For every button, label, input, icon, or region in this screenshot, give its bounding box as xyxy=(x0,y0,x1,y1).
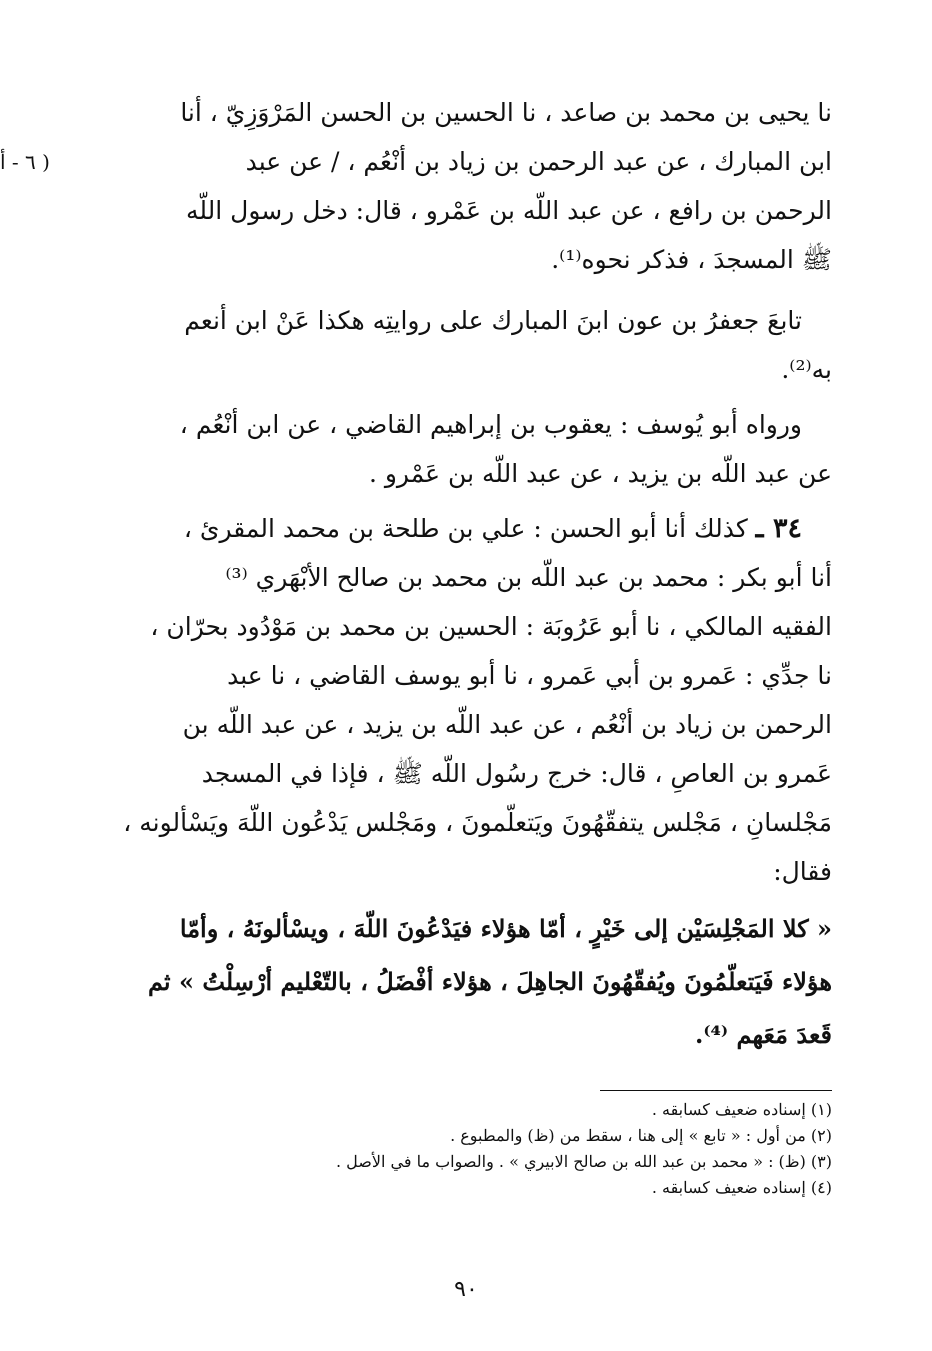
page-number: ٩٠ xyxy=(454,1277,478,1302)
text-line: ورواه أبو يُوسف : يعقوب بن إبراهيم القاضي ، عن ابن أنْعُم ، xyxy=(179,410,802,439)
text-line: تابعَ جعفرُ بن عون ابنَ المبارك على روايتِه هكذا عَنْ ابن أنعم xyxy=(184,306,802,335)
text-line: به⁽²⁾. xyxy=(781,355,832,384)
text-line: قَعدَ مَعَهم ⁽⁴⁾. xyxy=(694,1020,832,1049)
text-line: هؤلاء فَيَتعلّمُونَ ويُفقّهُونَ الجاهِلَ ، هؤلاء أفْضَلُ ، بالتّعْليم أرْسِلْتُ » ثم xyxy=(147,967,832,996)
footnote: (٣) (ظ) : « محمد بن عبد الله بن صالح الابيري » . والصواب ما في الأصل . xyxy=(335,1152,832,1171)
text-line: عن عبد اللّه بن يزيد ، عن عبد اللّه بن عَمْرو . xyxy=(368,459,832,488)
paragraph-1 xyxy=(100,88,832,284)
footnote-separator xyxy=(600,1090,832,1091)
footnotes xyxy=(100,1097,832,1201)
text-line: نا يحيى بن محمد بن صاعد ، نا الحسين بن الحسن المَرْوَزِيّ ، أنا xyxy=(180,98,832,127)
text-line: الرحمن بن رافع ، عن عبد اللّه بن عَمْرو ، قال: دخل رسول اللّه xyxy=(185,196,832,225)
paragraph-hadith-text xyxy=(100,902,832,1061)
footnote: (٤) إسناده ضعيف كسابقه . xyxy=(651,1178,832,1197)
text-line: مَجْلسانِ ، مَجْلس يتفقّهُونَ ويَتعلّمونَ ، ومَجْلس يَدْعُون اللّهَ ويَسْألونه ، xyxy=(123,808,832,837)
text-line: أنا أبو بكر : محمد بن عبد اللّه بن محمد بن صالح الأبْهَري ⁽³⁾ xyxy=(225,563,832,592)
text-line: الرحمن بن زياد بن أنْعُم ، عن عبد اللّه بن يزيد ، عن عبد اللّه بن xyxy=(182,710,832,739)
footnote: (١) إسناده ضعيف كسابقه . xyxy=(651,1100,832,1119)
text-line: فقال: xyxy=(773,857,832,886)
paragraph-2 xyxy=(100,296,832,394)
text-line: ابن المبارك ، عن عبد الرحمن بن زياد بن أنْعُم ، / عن عبد xyxy=(245,147,832,176)
text-line: الفقيه المالكي ، نا أبو عَرُوبَة : الحسين بن محمد بن مَوْدُود بحرّان ، xyxy=(150,612,832,641)
text-line: عَمرو بن العاصِ ، قال: خرج رسُول اللّه ﷺ ، فإذا في المسجد xyxy=(201,759,832,788)
text-line-content: كذلك أنا أبو الحسن : علي بن طلحة بن محمد المقرئ ، xyxy=(183,514,748,543)
footnote: (٢) من أول : « تابع » إلى هنا ، سقط من (ظ) والمطبوع . xyxy=(450,1126,832,1145)
margin-folio-note: ( ٦ - أ xyxy=(0,150,50,174)
text-line: نا جدِّي : عَمرو بن أبي عَمرو ، نا أبو يوسف القاضي ، نا عبد xyxy=(227,661,832,690)
text-line: ﷺ المسجدَ ، فذكر نحوه⁽¹⁾. xyxy=(551,245,832,274)
paragraph-3 xyxy=(100,400,832,498)
hadith-number: ٣٤ ـ xyxy=(755,513,802,544)
text-line xyxy=(100,504,832,553)
paragraph-hadith-34 xyxy=(100,504,832,896)
text-line: « كلا المَجْلِسَيْن إلى خَيْرٍ ، أمّا هؤلاء فيَدْعُونَ اللّهَ ، ويسْألونَهُ ، وأمّا xyxy=(179,914,832,943)
